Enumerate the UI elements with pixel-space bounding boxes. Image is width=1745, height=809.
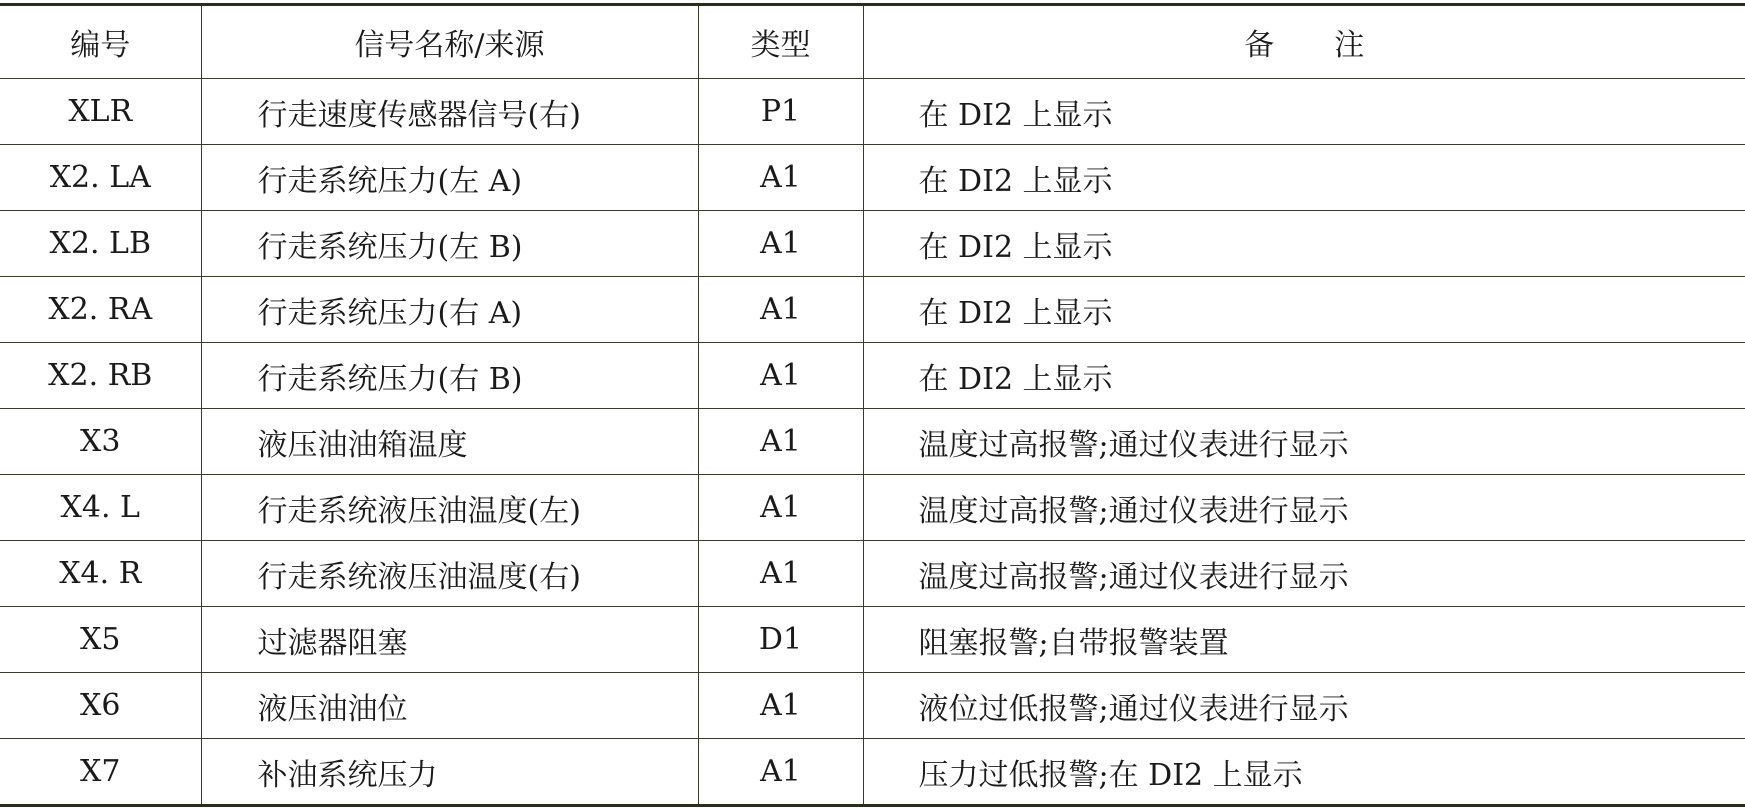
cell-note: 温度过高报警;通过仪表进行显示 (863, 475, 1745, 541)
cell-id: X7 (0, 739, 201, 806)
cell-type: A1 (698, 673, 863, 739)
cell-type: A1 (698, 409, 863, 475)
header-signal-name: 信号名称/来源 (201, 5, 698, 79)
header-note: 备注 (863, 5, 1745, 79)
cell-signal-name: 过滤器阻塞 (201, 607, 698, 673)
table-row (0, 79, 1745, 145)
cell-type: D1 (698, 607, 863, 673)
cell-type: A1 (698, 475, 863, 541)
cell-note: 温度过高报警;通过仪表进行显示 (863, 541, 1745, 607)
cell-note: 压力过低报警;在 DI2 上显示 (863, 739, 1745, 806)
table-row (0, 145, 1745, 211)
cell-signal-name: 行走系统压力(右 A) (201, 277, 698, 343)
table-row (0, 673, 1745, 739)
cell-id: X2. RB (0, 343, 201, 409)
header-id: 编号 (0, 5, 201, 79)
cell-type: A1 (698, 277, 863, 343)
cell-id: X2. LB (0, 211, 201, 277)
signal-table (0, 3, 1745, 807)
cell-signal-name: 液压油油位 (201, 673, 698, 739)
cell-type: A1 (698, 343, 863, 409)
table-row (0, 409, 1745, 475)
table-row (0, 475, 1745, 541)
cell-type: A1 (698, 145, 863, 211)
cell-id: X6 (0, 673, 201, 739)
cell-id: X2. LA (0, 145, 201, 211)
table-row (0, 343, 1745, 409)
cell-note: 在 DI2 上显示 (863, 145, 1745, 211)
table-row (0, 739, 1745, 806)
table-row (0, 277, 1745, 343)
cell-note: 在 DI2 上显示 (863, 343, 1745, 409)
cell-signal-name: 液压油油箱温度 (201, 409, 698, 475)
cell-signal-name: 行走系统压力(右 B) (201, 343, 698, 409)
cell-signal-name: 行走速度传感器信号(右) (201, 79, 698, 145)
cell-id: X3 (0, 409, 201, 475)
cell-signal-name: 行走系统液压油温度(右) (201, 541, 698, 607)
cell-id: X5 (0, 607, 201, 673)
cell-type: A1 (698, 211, 863, 277)
cell-id: X4. R (0, 541, 201, 607)
cell-note: 在 DI2 上显示 (863, 277, 1745, 343)
cell-note: 液位过低报警;通过仪表进行显示 (863, 673, 1745, 739)
cell-type: A1 (698, 541, 863, 607)
table-header-row (0, 5, 1745, 79)
cell-note: 温度过高报警;通过仪表进行显示 (863, 409, 1745, 475)
cell-id: X2. RA (0, 277, 201, 343)
cell-type: P1 (698, 79, 863, 145)
cell-signal-name: 行走系统液压油温度(左) (201, 475, 698, 541)
cell-note: 在 DI2 上显示 (863, 211, 1745, 277)
cell-note: 阻塞报警;自带报警装置 (863, 607, 1745, 673)
cell-id: X4. L (0, 475, 201, 541)
cell-type: A1 (698, 739, 863, 806)
cell-signal-name: 行走系统压力(左 B) (201, 211, 698, 277)
cell-id: XLR (0, 79, 201, 145)
table-row (0, 607, 1745, 673)
header-type: 类型 (698, 5, 863, 79)
cell-signal-name: 补油系统压力 (201, 739, 698, 806)
table-row (0, 211, 1745, 277)
cell-signal-name: 行走系统压力(左 A) (201, 145, 698, 211)
cell-note: 在 DI2 上显示 (863, 79, 1745, 145)
table-row (0, 541, 1745, 607)
